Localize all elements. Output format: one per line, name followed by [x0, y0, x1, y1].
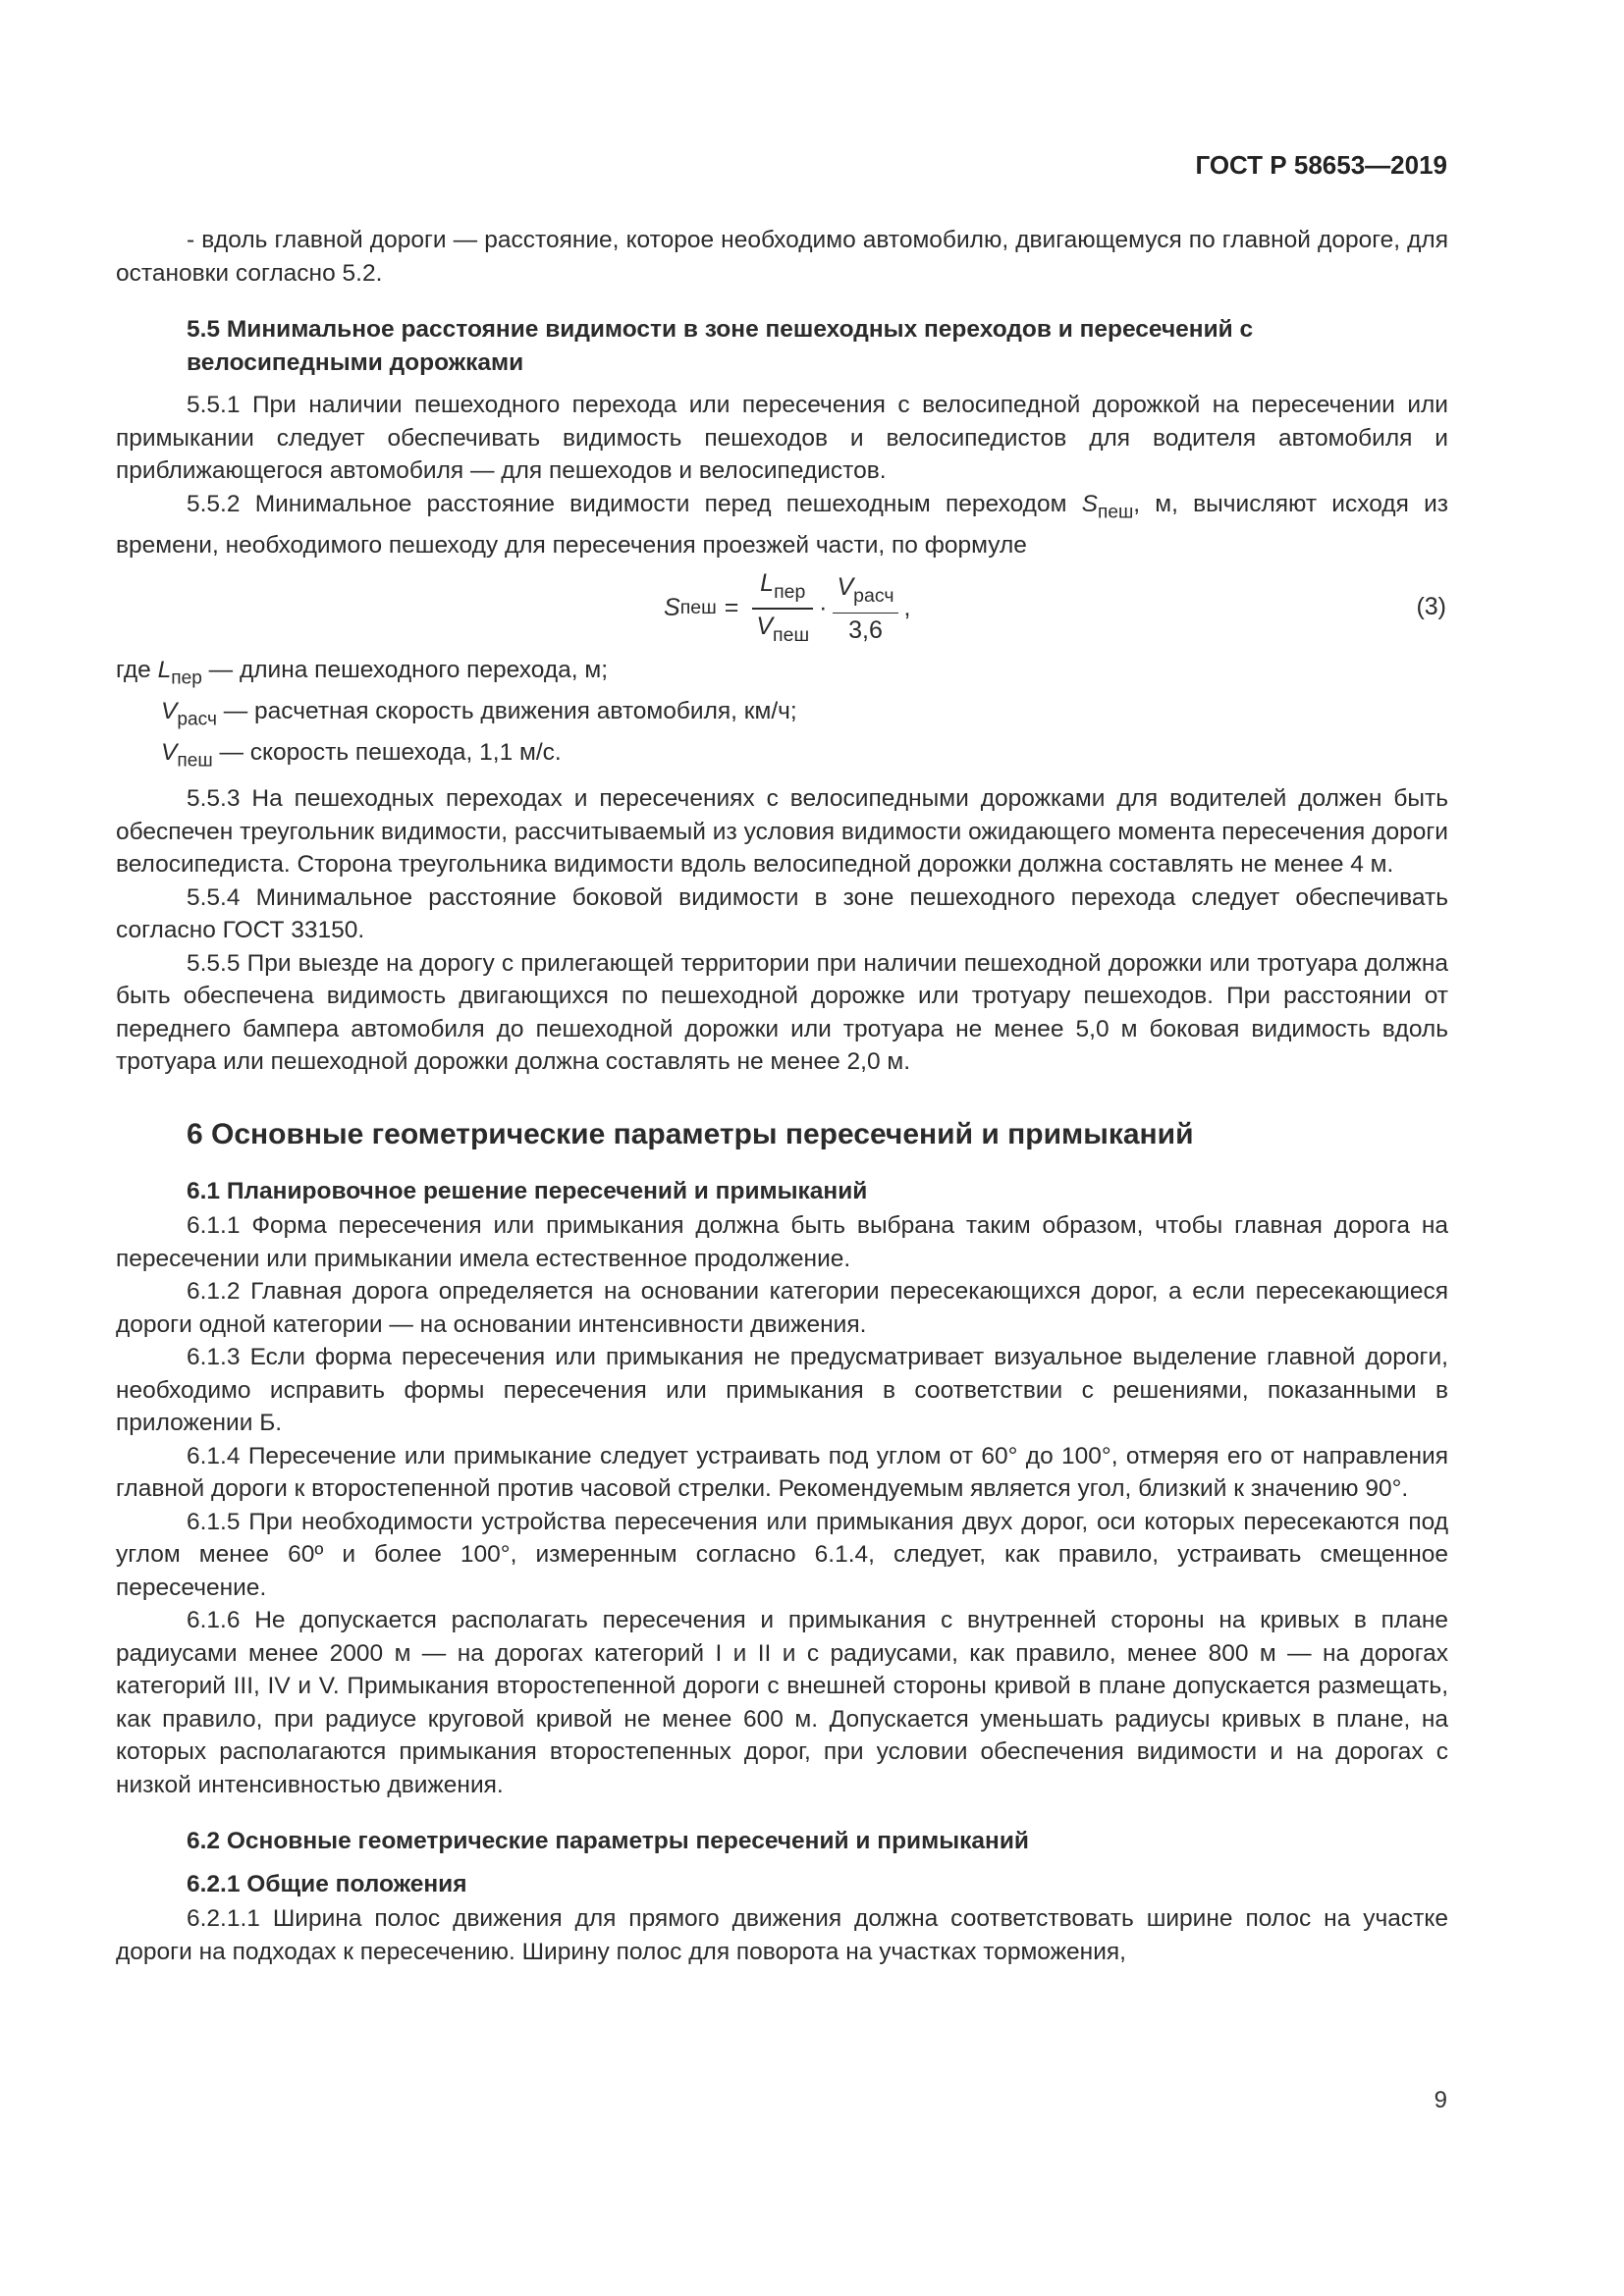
fraction-2-numerator: $V_{расч}$ — [837, 573, 894, 607]
paragraph-5-5-4: 5.5.4 Минимальное расстояние боковой видимости в зоне пешеходного перехода следует обеспечивать согласно ГОСТ 33150. — [116, 883, 1448, 944]
fraction-1-numerator: $L_{пер}$ — [760, 568, 806, 603]
formula-expression — [664, 567, 910, 650]
formula-fraction-2 — [833, 570, 897, 647]
paragraph-5-5-3: 5.5.3 На пешеходных переходах и пересечениях с велосипедными дорожками для водителей должен быть обеспечен треугольник видимости, рассчитываемый из условия видимости ожидающего момента пересечения дороги велосипедиста. Сторона треугольника видимости вдоль велосипедной дорожки должна составлять не менее 4 м. — [116, 785, 1448, 879]
section-6-heading: 6 Основные геометрические параметры пересечений и примыканий — [187, 1117, 1194, 1150]
formula-s: S — [664, 594, 680, 622]
paragraph-6-2-1-1: 6.2.1.1 Ширина полос движения для прямого движения должна соответствовать ширине полос на участке дороги на подходах к пересечению. Ширину полос для поворота на участках торможения, — [116, 1905, 1448, 1965]
section-5-5-heading: 5.5 Минимальное расстояние видимости в зоне пешеходных переходов и пересечений с велосипедными дорожками — [187, 316, 1254, 376]
paragraph-5-5-5: 5.5.5 При выезде на дорогу с прилегающей территории при наличии пешеходной дорожки или тротуара должна быть обеспечена видимость двигающихся по пешеходной дорожке или тротуару пешеходов. При расстоянии от переднего бампера автомобиля до пешеходной дорожки или тротуара не менее 5,0 м боковая видимость вдоль тротуара или пешеходной дорожки должна составлять не менее 2,0 м. — [116, 949, 1448, 1076]
paragraph-5-5-1: 5.5.1 При наличии пешеходного перехода или пересечения с велосипедной дорожкой на пересечении или примыкании следует обеспечивать видимость пешеходов и велосипедистов для водителя автомобиля и приближающегося автомобиля — для пешеходов и велосипедистов. — [116, 392, 1448, 484]
symbol-s-subscript: пеш — [1097, 502, 1134, 523]
symbol-s: S — [1081, 490, 1098, 517]
section-6-2-1-heading: 6.2.1 Общие положения — [187, 1870, 467, 1897]
page-number: 9 — [1434, 2087, 1447, 2113]
section-6-2-heading: 6.2 Основные геометрические параметры пересечений и примыканий — [187, 1828, 1029, 1855]
formula-equals: = — [724, 594, 739, 622]
formula-s-subscript: пеш — [679, 597, 717, 619]
paragraph-intro: - вдоль главной дороги — расстояние, которое необходимо автомобилю, двигающемуся по главной дороге, для остановки согласно 5.2. — [116, 227, 1448, 287]
section-6-1-heading: 6.1 Планировочное решение пересечений и примыканий — [187, 1177, 868, 1204]
formula-legend — [116, 654, 1448, 776]
paragraph-6-1-3: 6.1.3 Если форма пересечения или примыкания не предусматривает визуальное выделение главной дороги, необходимо исправить формы пересечения или примыкания в соответствии с решениями, показанными в приложении Б. — [116, 1344, 1448, 1437]
paragraph-6-1-4: 6.1.4 Пересечение или примыкание следует устраивать под углом от 60° до 100°, отмеряя его от направления главной дороги к второстепенной против часовой стрелки. Рекомендуемым является угол, близкий к значению 90°. — [116, 1442, 1448, 1503]
paragraph-5-5-2-text-b: , м, вычисляют исходя из времени, необходимого пешеходу для пересечения проезжей части, по формуле — [116, 490, 1448, 559]
paragraph-6-1-5: 6.1.5 При необходимости устройства пересечения или примыкания двух дорог, оси которых пересекаются под углом менее 60º и более 100°, измеренным согласно 6.1.4, следует, как правило, устраивать смещенное пересечение. — [116, 1508, 1448, 1601]
formula-3 — [116, 567, 1448, 650]
formula-number: (3) — [1416, 593, 1446, 621]
document-body — [116, 224, 1448, 1968]
formula-dot: · — [819, 594, 828, 622]
paragraph-6-1-6: 6.1.6 Не допускается располагать пересечения и примыкания с внутренней стороны на кривых в плане радиусами менее 2000 м — на дорогах категорий I и II и с радиусами, как правило, менее 800 м — на дорогах категорий III, IV и V. Примыкания второстепенной дороги с внешней стороны кривой в плане допускается размещать, как правило, при радиусе круговой кривой не менее 600 м. Допускается уменьшать радиусы кривых в плане, на которых располагаются примыкания второстепенных дорог, при условии обеспечения видимости и на дорогах с низкой интенсивностью движения. — [116, 1607, 1448, 1798]
paragraph-6-1-1: 6.1.1 Форма пересечения или примыкания должна быть выбрана таким образом, чтобы главная дорога на пересечении или примыкании имела естественное продолжение. — [116, 1212, 1448, 1272]
legend-item-l: где $L_{пер}$ — длина пешеходного перехода, м; — [116, 657, 609, 689]
fraction-2-denominator: 3,6 — [848, 616, 883, 645]
paragraph-5-5-2-text-a: 5.5.2 Минимальное расстояние видимости перед пешеходным переходом — [187, 490, 1082, 517]
formula-comma: , — [903, 594, 911, 622]
legend-item-v-pesh: $V_{пеш}$ — скорость пешехода, 1,1 м/с. — [161, 738, 562, 772]
paragraph-6-1-2: 6.1.2 Главная дорога определяется на основании категории пересекающихся дорог, а если пересекающиеся дороги одной категории — на основании интенсивности движения. — [116, 1278, 1448, 1338]
document-code-header: ГОСТ Р 58653—2019 — [1195, 150, 1447, 180]
paragraph-5-5-2 — [116, 488, 1448, 562]
formula-fraction-1 — [752, 566, 813, 652]
fraction-1-denominator: $V_{пеш}$ — [756, 612, 810, 646]
legend-item-v-rasch: $V_{расч}$ — расчетная скорость движения автомобиля, км/ч; — [161, 697, 797, 730]
